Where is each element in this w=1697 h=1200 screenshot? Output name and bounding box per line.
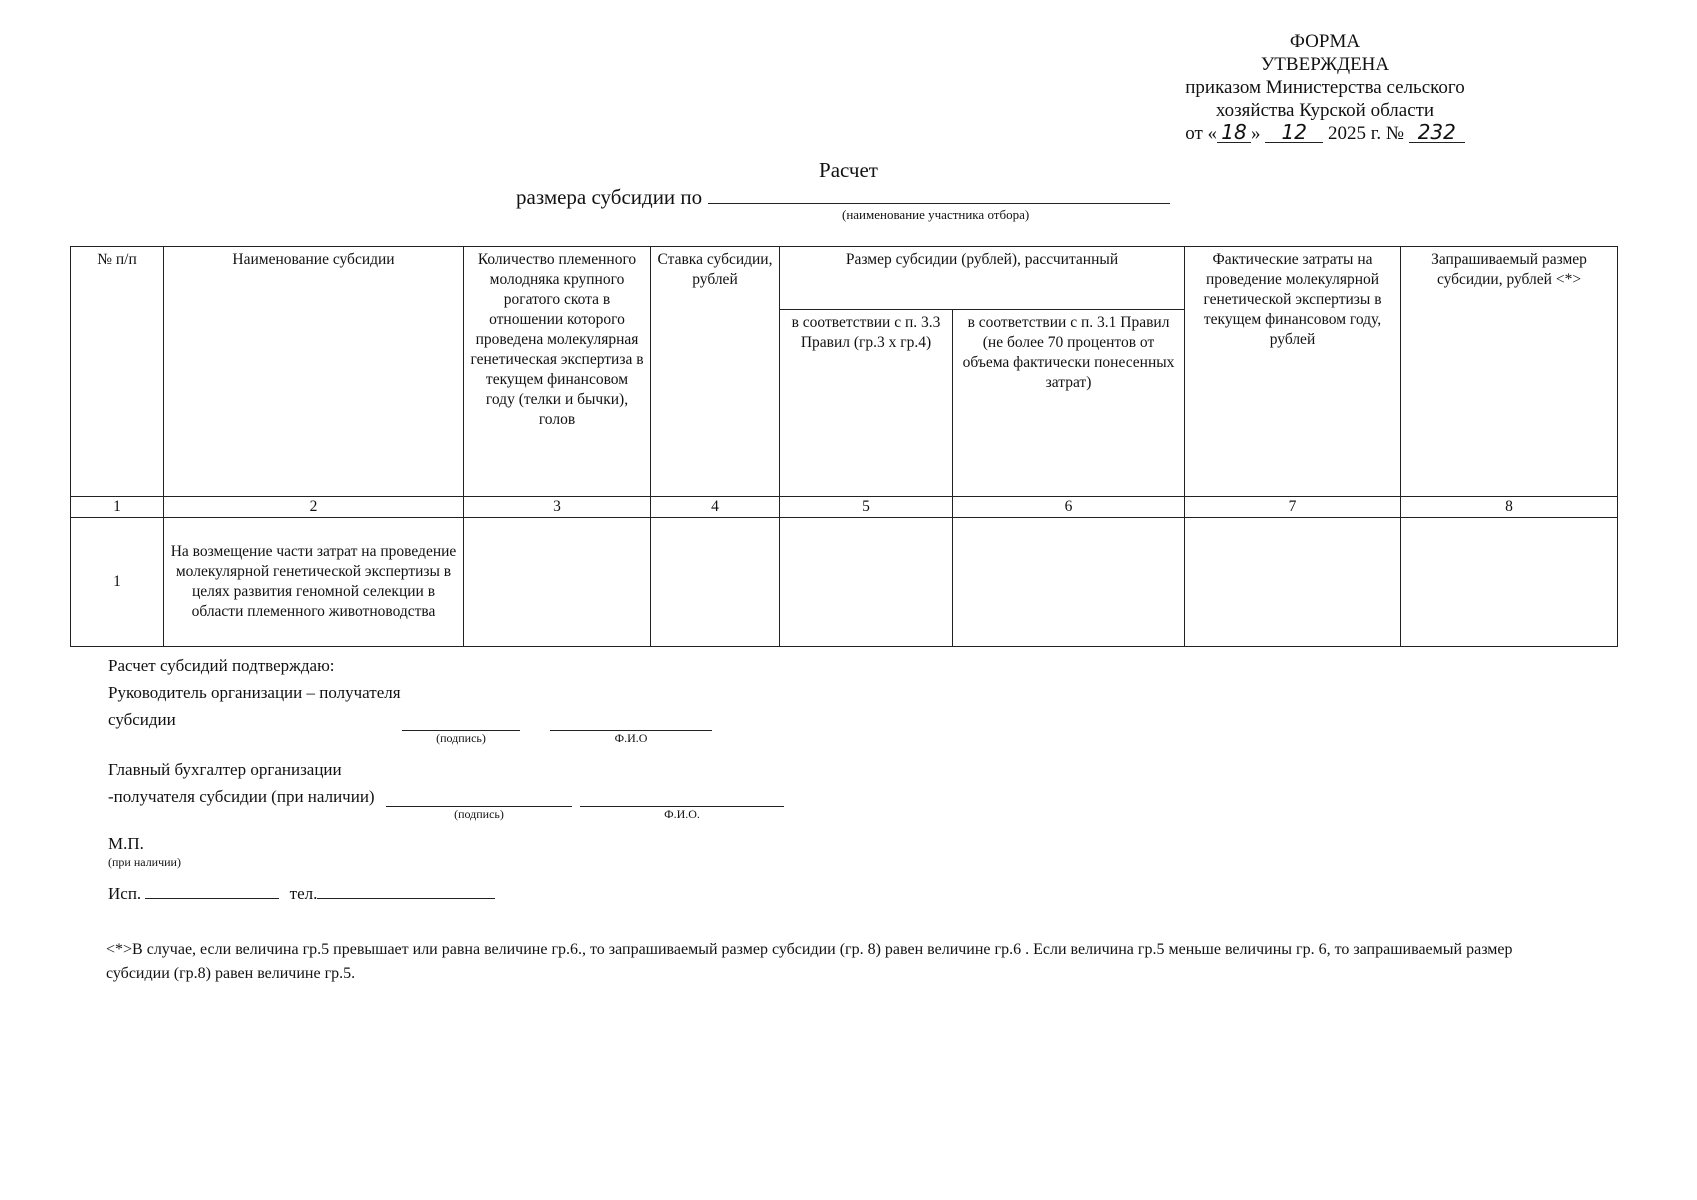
approval-date-line xyxy=(1160,122,1490,145)
header-calc-31: в соответствии с п. 3.1 Правил (не более 70 процентов от объема фактически понесенных затрат) xyxy=(953,310,1185,497)
header-requested: Запрашиваемый размер субсидии, рублей <*> xyxy=(1401,247,1618,497)
accountant-fio-caption: Ф.И.О. xyxy=(664,807,700,821)
date-year: 2025 г. № xyxy=(1328,123,1405,144)
accountant-signature-line[interactable] xyxy=(386,788,572,807)
signature-section xyxy=(108,654,1528,731)
col-number: 2 xyxy=(164,497,464,518)
head-signature xyxy=(402,712,520,745)
accountant-label-line1: Главный бухгалтер организации xyxy=(108,760,342,779)
page-title: Расчет xyxy=(819,158,878,182)
accountant-section xyxy=(108,758,1528,808)
head-fio xyxy=(550,712,712,745)
subtitle-text: размера субсидии по xyxy=(516,185,703,209)
col-number: 4 xyxy=(651,497,780,518)
subsidy-table xyxy=(70,246,1618,647)
accountant-label-line2: -получателя субсидии (при наличии) xyxy=(108,787,375,806)
accountant-signature-caption: (подпись) xyxy=(454,807,504,821)
col-number: 1 xyxy=(71,497,164,518)
confirm-text: Расчет субсидий подтверждаю: xyxy=(108,656,335,675)
date-prefix: от « xyxy=(1185,123,1218,144)
row-name: На возмещение части затрат на проведение молекулярной генетической экспертизы в целях развития геномной селекции в области племенного животноводства xyxy=(164,518,464,647)
executor-label: Исп. xyxy=(108,884,142,903)
head-fio-line[interactable] xyxy=(550,712,712,731)
head-fio-caption: Ф.И.О xyxy=(614,731,648,745)
accountant-fio xyxy=(580,788,784,821)
col-number: 8 xyxy=(1401,497,1618,518)
row-rate-cell[interactable] xyxy=(651,518,780,647)
approval-form-label: ФОРМА xyxy=(1289,31,1361,52)
row-qty-cell[interactable] xyxy=(464,518,651,647)
date-day: 18 xyxy=(1217,122,1251,143)
accountant-signature xyxy=(386,788,572,821)
row-calc-33-cell[interactable] xyxy=(780,518,953,647)
header-calc-33: в соответствии с п. 3.3 Правил (гр.3 х гр.4) xyxy=(780,310,953,497)
phone-line[interactable] xyxy=(317,882,495,899)
col-number: 6 xyxy=(953,497,1185,518)
column-numbers-row xyxy=(71,497,1618,518)
row-num: 1 xyxy=(71,518,164,647)
seal-note: (при наличии) xyxy=(108,855,181,869)
header-num: № п/п xyxy=(71,247,164,497)
approval-block xyxy=(1160,30,1490,145)
footnote: <*>В случае, если величина гр.5 превышает или равна величине гр.6., то запрашиваемый размер субсидии (гр. 8) равен величине гр.6 . Если величина гр.5 меньше величины гр. 6, то запрашиваемый размер субсидии (гр.8) равен величине гр.5. xyxy=(106,941,1513,982)
seal-section xyxy=(108,832,1528,869)
head-signature-caption: (подпись) xyxy=(436,731,486,745)
date-mid: » xyxy=(1251,123,1261,144)
header-qty: Количество племенного молодняка крупного рогатого скота в отношении которого проведена молекулярная генетическая экспертиза в текущем финансовом году (телки и бычки), голов xyxy=(464,247,651,497)
header-row-1 xyxy=(71,247,1618,310)
phone-label: тел. xyxy=(289,884,318,903)
col-number: 7 xyxy=(1185,497,1401,518)
col-number: 5 xyxy=(780,497,953,518)
approval-approved-label: УТВЕРЖДЕНА xyxy=(1260,54,1390,75)
row-actual-cell[interactable] xyxy=(1185,518,1401,647)
header-rate: Ставка субсидии, рублей xyxy=(651,247,780,497)
accountant-fio-line[interactable] xyxy=(580,788,784,807)
executor-line[interactable] xyxy=(145,882,279,899)
table-row xyxy=(71,518,1618,647)
executor-section xyxy=(108,882,1528,905)
head-label-line2: субсидии xyxy=(108,710,176,729)
participant-caption: (наименование участника отбора) xyxy=(842,207,1030,222)
header-name: Наименование субсидии xyxy=(164,247,464,497)
seal-label: М.П. xyxy=(108,834,144,853)
participant-name-line[interactable] xyxy=(708,183,1170,204)
page-subtitle xyxy=(516,183,1170,210)
order-number: 232 xyxy=(1409,122,1465,143)
header-calc-group: Размер субсидии (рублей), рассчитанный xyxy=(780,247,1185,310)
row-calc-31-cell[interactable] xyxy=(953,518,1185,647)
head-signature-line[interactable] xyxy=(402,712,520,731)
row-requested-cell[interactable] xyxy=(1401,518,1618,647)
header-actual: Фактические затраты на проведение молекулярной генетической экспертизы в текущем финансовом году, рублей xyxy=(1185,247,1401,497)
col-number: 3 xyxy=(464,497,651,518)
date-month: 12 xyxy=(1265,122,1323,143)
approval-order-label: приказом Министерства сельского xyxy=(1185,77,1465,98)
head-label-line1: Руководитель организации – получателя xyxy=(108,683,401,702)
approval-ministry-label: хозяйства Курской области xyxy=(1215,100,1435,121)
